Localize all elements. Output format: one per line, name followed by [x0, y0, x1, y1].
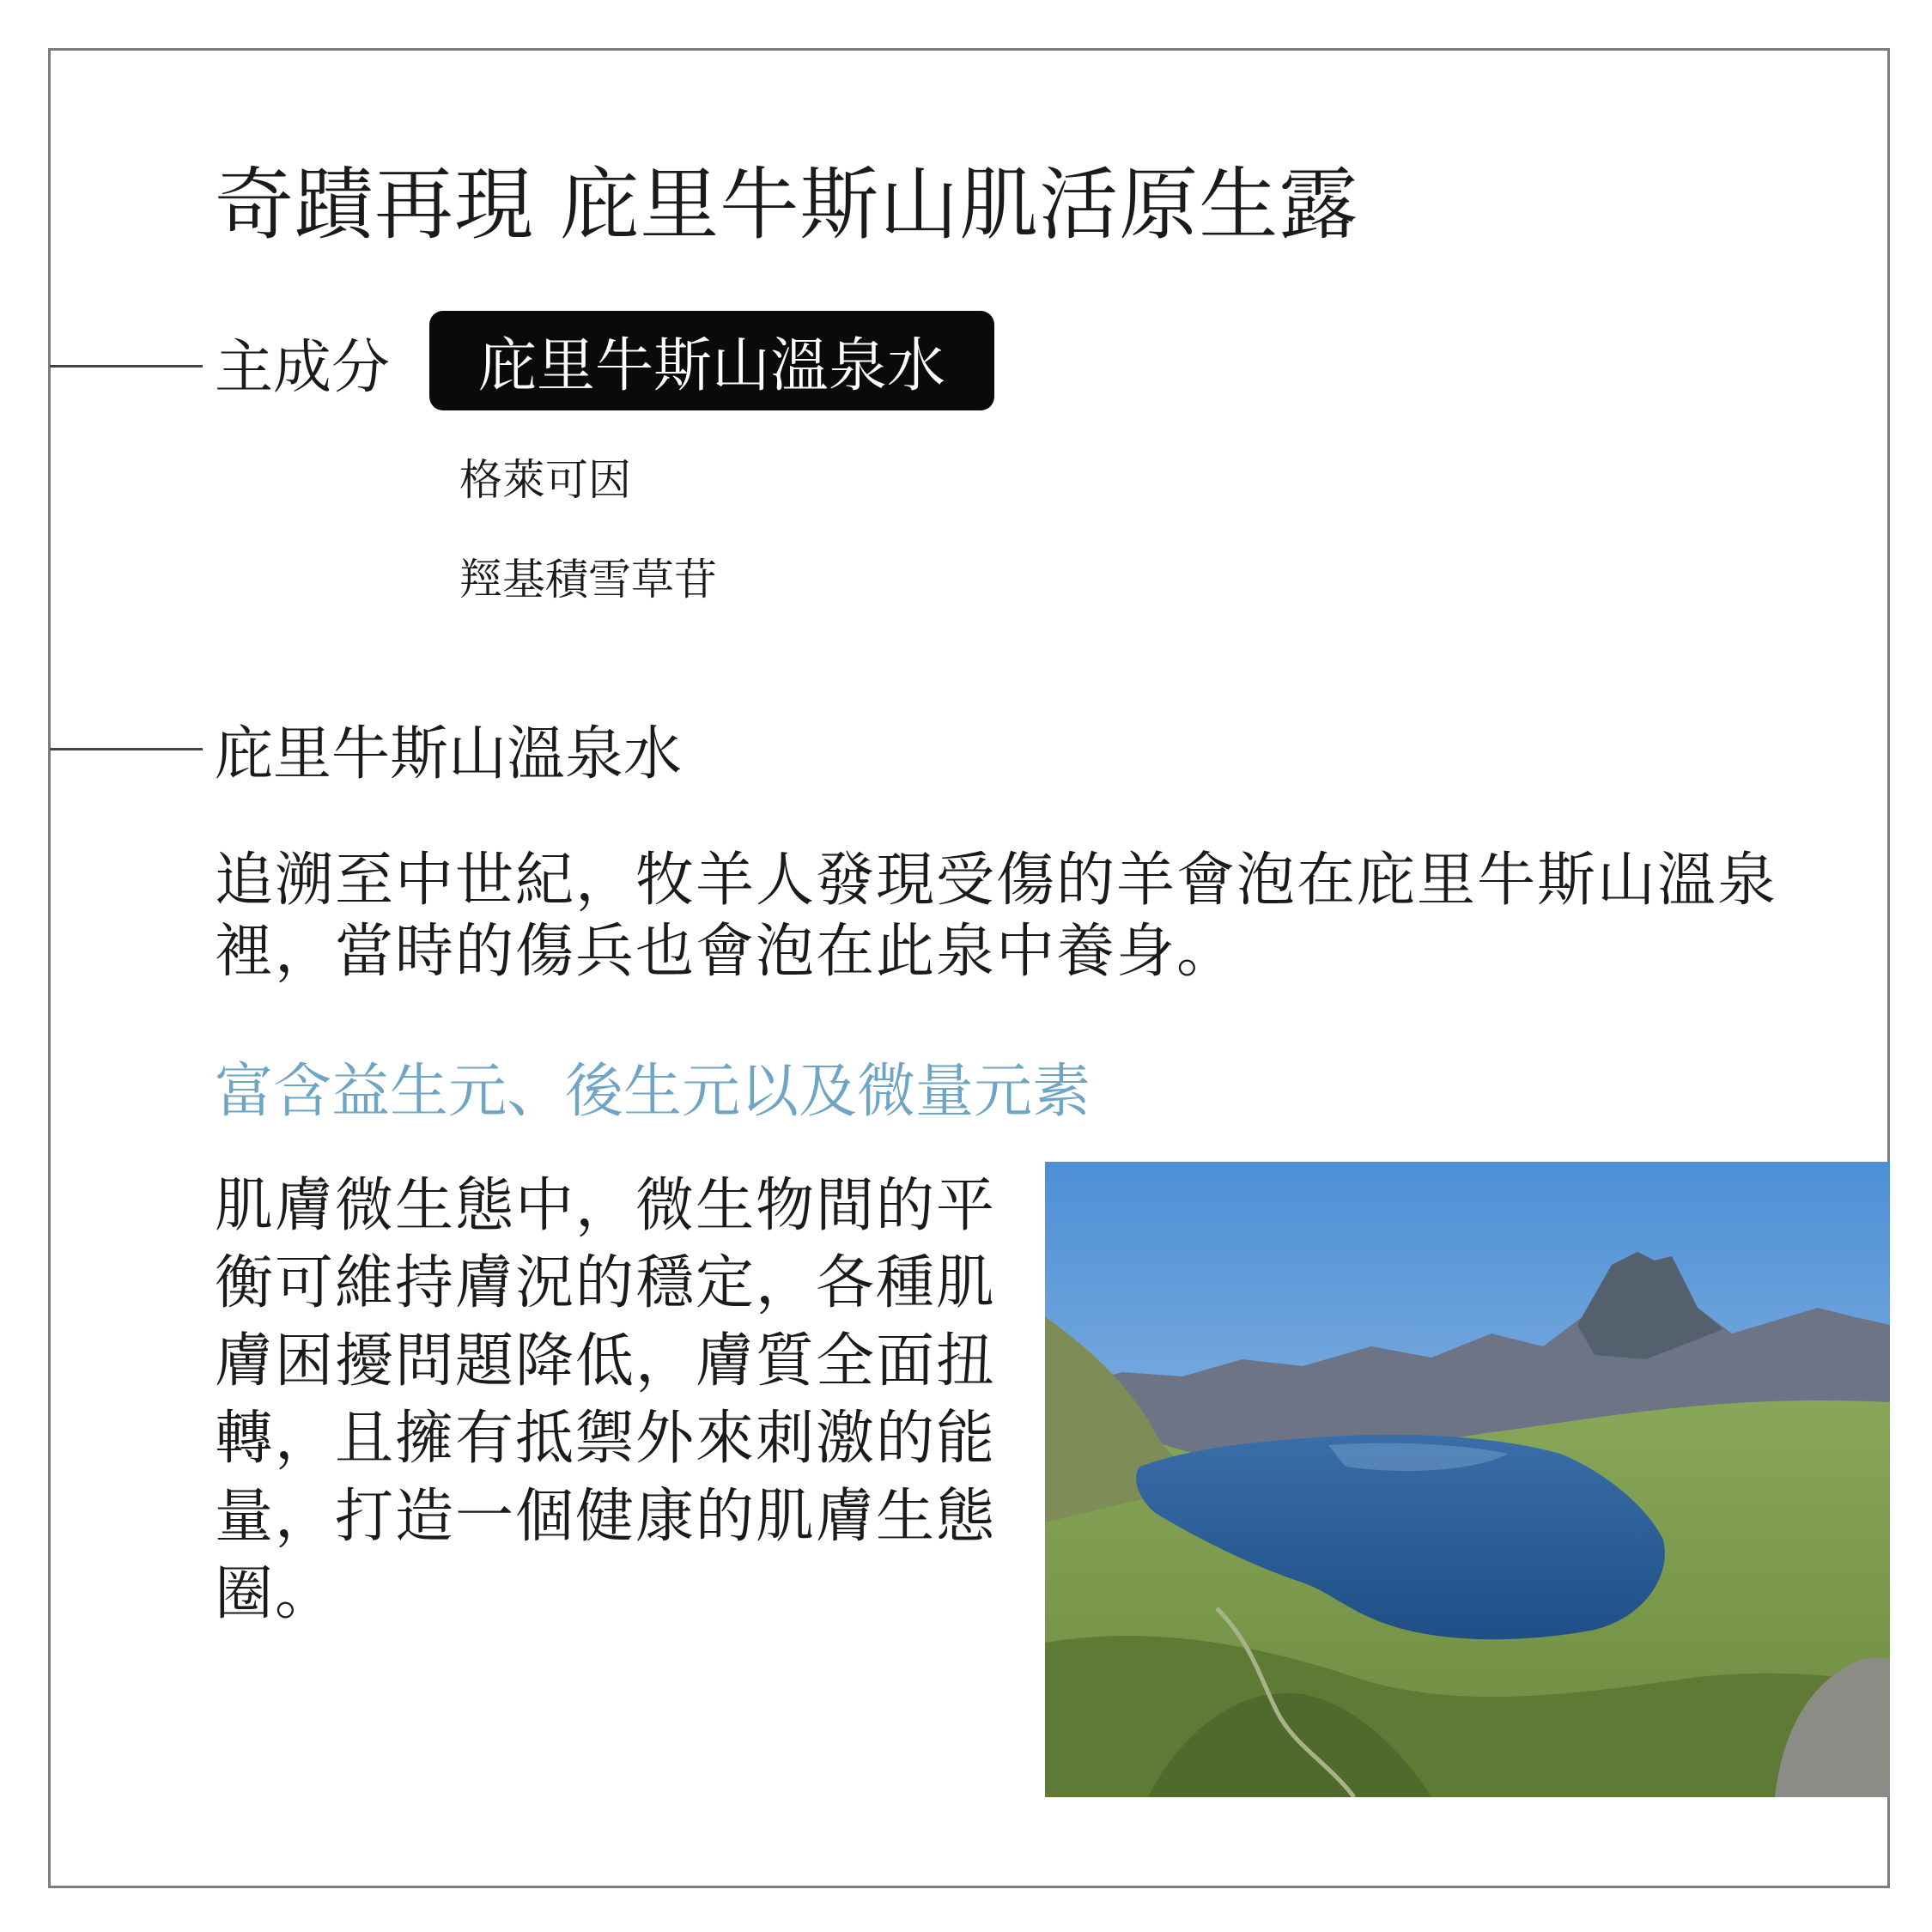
mountain-lake-photo	[1045, 1162, 1890, 1797]
benefit-paragraph: 肌膚微生態中，微生物間的平衡可維持膚況的穩定，各種肌膚困擾問題降低，膚質全面扭轉，且擁有抵禦外來刺激的能量，打造一個健康的肌膚生態圈。	[215, 1172, 997, 1629]
highlight-ingredient-badge	[429, 311, 994, 410]
divider-line-section	[50, 748, 203, 750]
accent-heading: 富含益生元、後生元以及微量元素	[215, 1058, 1091, 1126]
ingredient-item: 格萊可因	[459, 455, 631, 505]
highlight-ingredient-text: 庇里牛斯山溫泉水	[477, 331, 945, 400]
mountain-lake-illustration	[1045, 1162, 1890, 1797]
ingredient-item: 羥基積雪草苷	[459, 555, 717, 605]
ingredients-label: 主成分	[215, 334, 391, 402]
page-title: 奇蹟再現 庇里牛斯山肌活原生露	[215, 159, 1359, 251]
history-paragraph: 追溯至中世紀，牧羊人發現受傷的羊會泡在庇里牛斯山溫泉裡，當時的傷兵也會泡在此泉中養身。	[215, 847, 1778, 986]
divider-line-ingredients	[50, 365, 203, 368]
section-heading: 庇里牛斯山溫泉水	[215, 720, 683, 788]
